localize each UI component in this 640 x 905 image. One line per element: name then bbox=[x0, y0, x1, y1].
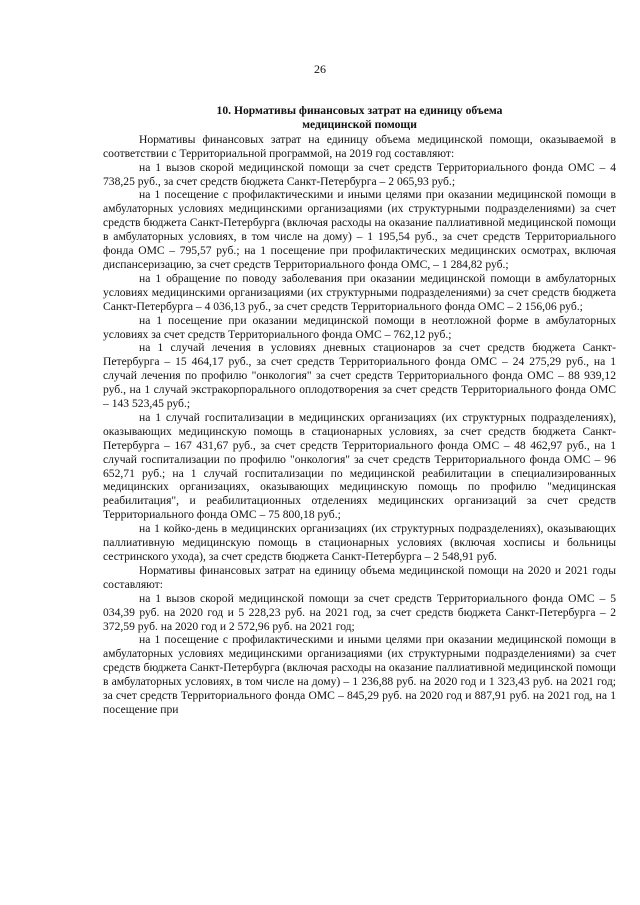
paragraph-hospitalization-2019: на 1 случай госпитализации в медицинских организациях (их структурных подразделениях), оказывающих медицинскую помощь в стационарных условиях, за счет средств бюджета Санкт-Петербурга – 167 431,67 руб., за счет средств Территориального фонда ОМС – 48 462,97 руб., на 1 случай госпитализации по профилю "онкология" за счет средств Территориального фонда ОМС – 96 652,71 руб.; на 1 случай госпитализации по медицинской реабилитации в специализированных медицинских организациях, оказывающих медицинскую помощь по профилю "медицинская реабилитация", и реабилитационных отделениях медицинских организаций за счет средств Территориального фонда ОМС – 75 800,18 руб.; bbox=[103, 410, 616, 522]
page-number: 26 bbox=[314, 62, 326, 76]
paragraph-day-hospital-2019: на 1 случай лечения в условиях дневных стационаров за счет средств бюджета Санкт-Петербурга – 15 464,17 руб., за счет средств Территориального фонда ОМС – 24 275,29 руб., на 1 случай лечения по профилю "онкология" за счет средств Территориального фонда ОМС – 88 939,12 руб., на 1 случай экстракорпорального оплодотворения за счет средств Территориального фонда ОМС – 143 523,45 руб.; bbox=[103, 341, 616, 411]
paragraph-intro-2020-2021: Нормативы финансовых затрат на единицу объема медицинской помощи на 2020 и 2021 годы составляют: bbox=[103, 563, 616, 591]
paragraph-ambulance-2020-2021: на 1 вызов скорой медицинской помощи за счет средств Территориального фонда ОМС – 5 034,39 руб. на 2020 год и 5 228,23 руб. на 2021 год, за счет средств бюджета Санкт-Петербурга – 2 372,59 руб. на 2020 год и 2 572,96 руб. на 2021 год; bbox=[103, 591, 616, 633]
paragraph-urgent-visit-2019: на 1 посещение при оказании медицинской помощи в неотложной форме в амбулаторных условиях за счет средств Территориального фонда ОМС – 762,12 руб.; bbox=[103, 313, 616, 341]
paragraph-bed-day-2019: на 1 койко-день в медицинских организациях (их структурных подразделениях), оказывающих паллиативную медицинскую помощь в стационарных условиях (включая хосписы и больницы сестринского ухода), за счет средств бюджета Санкт-Петербурга – 2 548,91 руб. bbox=[103, 522, 616, 563]
document-body bbox=[103, 104, 616, 717]
paragraph-ambulance-2019: на 1 вызов скорой медицинской помощи за счет средств Территориального фонда ОМС – 4 738,25 руб., за счет средств бюджета Санкт-Петербурга – 2 065,93 руб.; bbox=[103, 160, 616, 188]
section-heading-line-1: 10. Нормативы финансовых затрат на единицу объема bbox=[216, 104, 503, 117]
paragraph-preventive-visit-2020-2021: на 1 посещение с профилактическими и иными целями при оказании медицинской помощи в амбулаторных условиях медицинскими организациями (их структурными подразделениями) за счет средств бюджета Санкт-Петербурга (включая расходы на оказание паллиативной медицинской помощи в амбулаторных условиях, в том числе на дому) – 1 236,88 руб. на 2020 год и 1 323,43 руб. на 2021 год; за счет средств Территориального фонда ОМС – 845,29 руб. на 2020 год и 887,91 руб. на 2021 год, на 1 посещение при bbox=[103, 633, 616, 716]
paragraph-disease-visit-2019: на 1 обращение по поводу заболевания при оказании медицинской помощи в амбулаторных условиях медицинскими организациями (их структурными подразделениями) за счет средств бюджета Санкт-Петербурга – 4 036,13 руб., за счет средств Территориального фонда ОМС – 2 156,06 руб.; bbox=[103, 271, 616, 313]
section-heading bbox=[103, 104, 616, 132]
paragraph-preventive-visit-2019: на 1 посещение с профилактическими и иными целями при оказании медицинской помощи в амбулаторных условиях медицинскими организациями (их структурными подразделениями) за счет средств бюджета Санкт-Петербурга (включая расходы на оказание паллиативной медицинской помощи в амбулаторных условиях, в том числе на дому) – 1 195,54 руб., за счет средств Территориального фонда ОМС – 795,57 руб.; на 1 посещение при профилактических медицинских осмотрах, включая диспансеризацию, за счет средств Территориального фонда ОМС, – 1 284,82 руб.; bbox=[103, 188, 616, 271]
paragraph-intro-2019: Нормативы финансовых затрат на единицу объема медицинской помощи, оказываемой в соответствии с Территориальной программой, на 2019 год составляют: bbox=[103, 132, 616, 160]
section-heading-line-2: медицинской помощи bbox=[302, 117, 417, 131]
